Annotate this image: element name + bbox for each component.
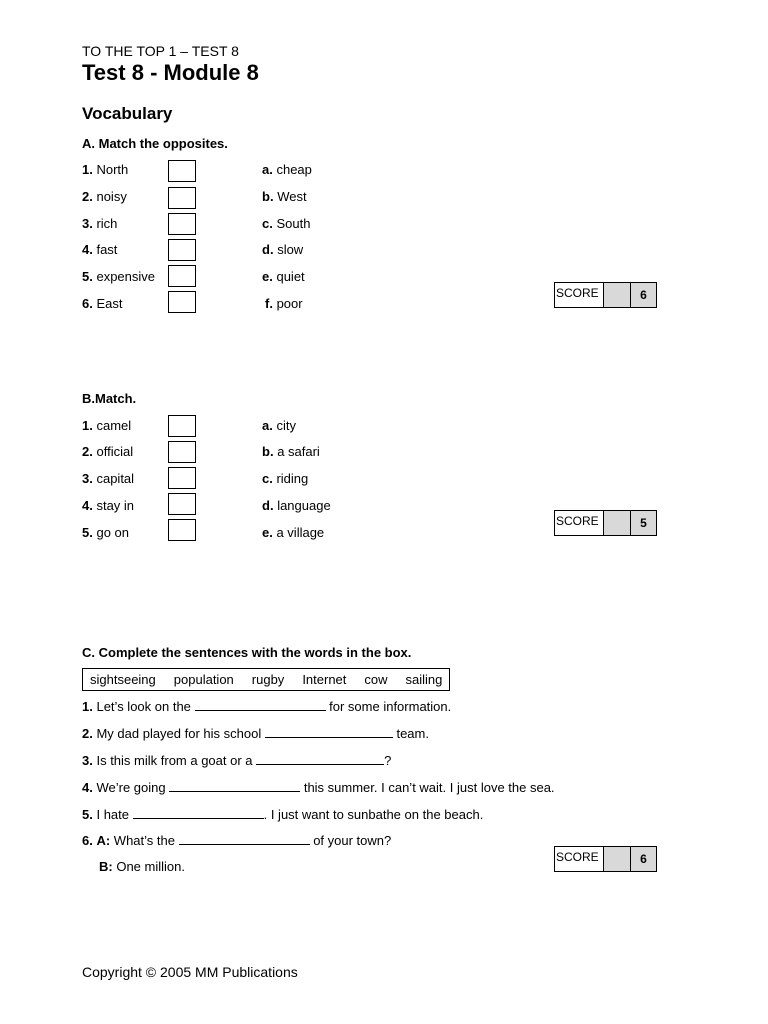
part-a-instruction: A. Match the opposites.	[82, 136, 228, 151]
sentence-response: B: One million.	[99, 859, 185, 874]
answer-box[interactable]	[168, 160, 196, 182]
fill-blank[interactable]	[179, 832, 310, 845]
answer-box[interactable]	[168, 291, 196, 313]
part-b-option: e. a village	[262, 525, 325, 540]
part-a-item: 2. noisy	[82, 189, 127, 204]
answer-box[interactable]	[168, 187, 196, 209]
part-a-option: f. poor	[265, 296, 303, 311]
sentence: 2. My dad played for his school team.	[82, 726, 429, 741]
part-b-item: 3. capital	[82, 471, 135, 486]
score-label: SCORE	[555, 847, 604, 871]
part-a-option: d. slow	[262, 242, 304, 257]
word-box-item: Internet	[302, 672, 347, 687]
part-b-option: c. riding	[262, 471, 309, 486]
score-box-c	[554, 846, 657, 872]
part-c-instruction: C. Complete the sentences with the words in the box.	[82, 645, 412, 660]
part-a-option: a. cheap	[262, 162, 312, 177]
sentence: 5. I hate . I just want to sunbathe on the beach.	[82, 807, 484, 822]
part-b-item: 4. stay in	[82, 498, 135, 513]
answer-box[interactable]	[168, 493, 196, 515]
score-label: SCORE	[555, 283, 604, 307]
part-b-item: 2. official	[82, 444, 134, 459]
sentence: 1. Let’s look on the for some information.	[82, 699, 452, 714]
sentence: 6. A: What’s the of your town?	[82, 833, 392, 848]
word-box-item: cow	[364, 672, 388, 687]
part-b-option: b. a safari	[262, 444, 320, 459]
fill-blank[interactable]	[133, 806, 264, 819]
part-a-option: e. quiet	[262, 269, 305, 284]
part-a-option: b. West	[262, 189, 307, 204]
score-max: 6	[631, 847, 656, 871]
answer-box[interactable]	[168, 519, 196, 541]
page-title: Test 8 - Module 8	[82, 60, 259, 85]
fill-blank[interactable]	[195, 698, 326, 711]
part-a-item: 3. rich	[82, 216, 118, 231]
part-b-item: 5. go on	[82, 525, 130, 540]
score-input[interactable]	[604, 283, 631, 307]
score-label: SCORE	[555, 511, 604, 535]
answer-box[interactable]	[168, 467, 196, 489]
score-box-b	[554, 510, 657, 536]
word-box-item: population	[173, 672, 234, 687]
part-a-option: c. South	[262, 216, 311, 231]
part-b-option: a. city	[262, 418, 296, 433]
section-title: Vocabulary	[82, 104, 173, 123]
sentence: 3. Is this milk from a goat or a ?	[82, 753, 392, 768]
copyright-footer: Copyright © 2005 MM Publications	[82, 964, 298, 980]
answer-box[interactable]	[168, 265, 196, 287]
word-box-item: rugby	[251, 672, 285, 687]
score-input[interactable]	[604, 847, 631, 871]
word-box	[82, 668, 450, 691]
part-a-item: 6. East	[82, 296, 123, 311]
fill-blank[interactable]	[169, 779, 300, 792]
answer-box[interactable]	[168, 415, 196, 437]
score-max: 6	[631, 283, 656, 307]
score-max: 5	[631, 511, 656, 535]
fill-blank[interactable]	[265, 725, 393, 738]
part-a-item: 1. North	[82, 162, 129, 177]
sentence: 4. We’re going this summer. I can’t wait. I just love the sea.	[82, 780, 555, 795]
part-a-item: 4. fast	[82, 242, 118, 257]
test-subtitle: TO THE TOP 1 – TEST 8	[82, 43, 239, 59]
score-box-a	[554, 282, 657, 308]
fill-blank[interactable]	[256, 752, 384, 765]
word-box-item: sightseeing	[90, 672, 156, 687]
part-b-instruction: B.Match.	[82, 391, 137, 406]
part-a-item: 5. expensive	[82, 269, 156, 284]
word-box-item: sailing	[405, 672, 443, 687]
score-input[interactable]	[604, 511, 631, 535]
answer-box[interactable]	[168, 441, 196, 463]
answer-box[interactable]	[168, 239, 196, 261]
answer-box[interactable]	[168, 213, 196, 235]
part-b-item: 1. camel	[82, 418, 132, 433]
part-b-option: d. language	[262, 498, 331, 513]
